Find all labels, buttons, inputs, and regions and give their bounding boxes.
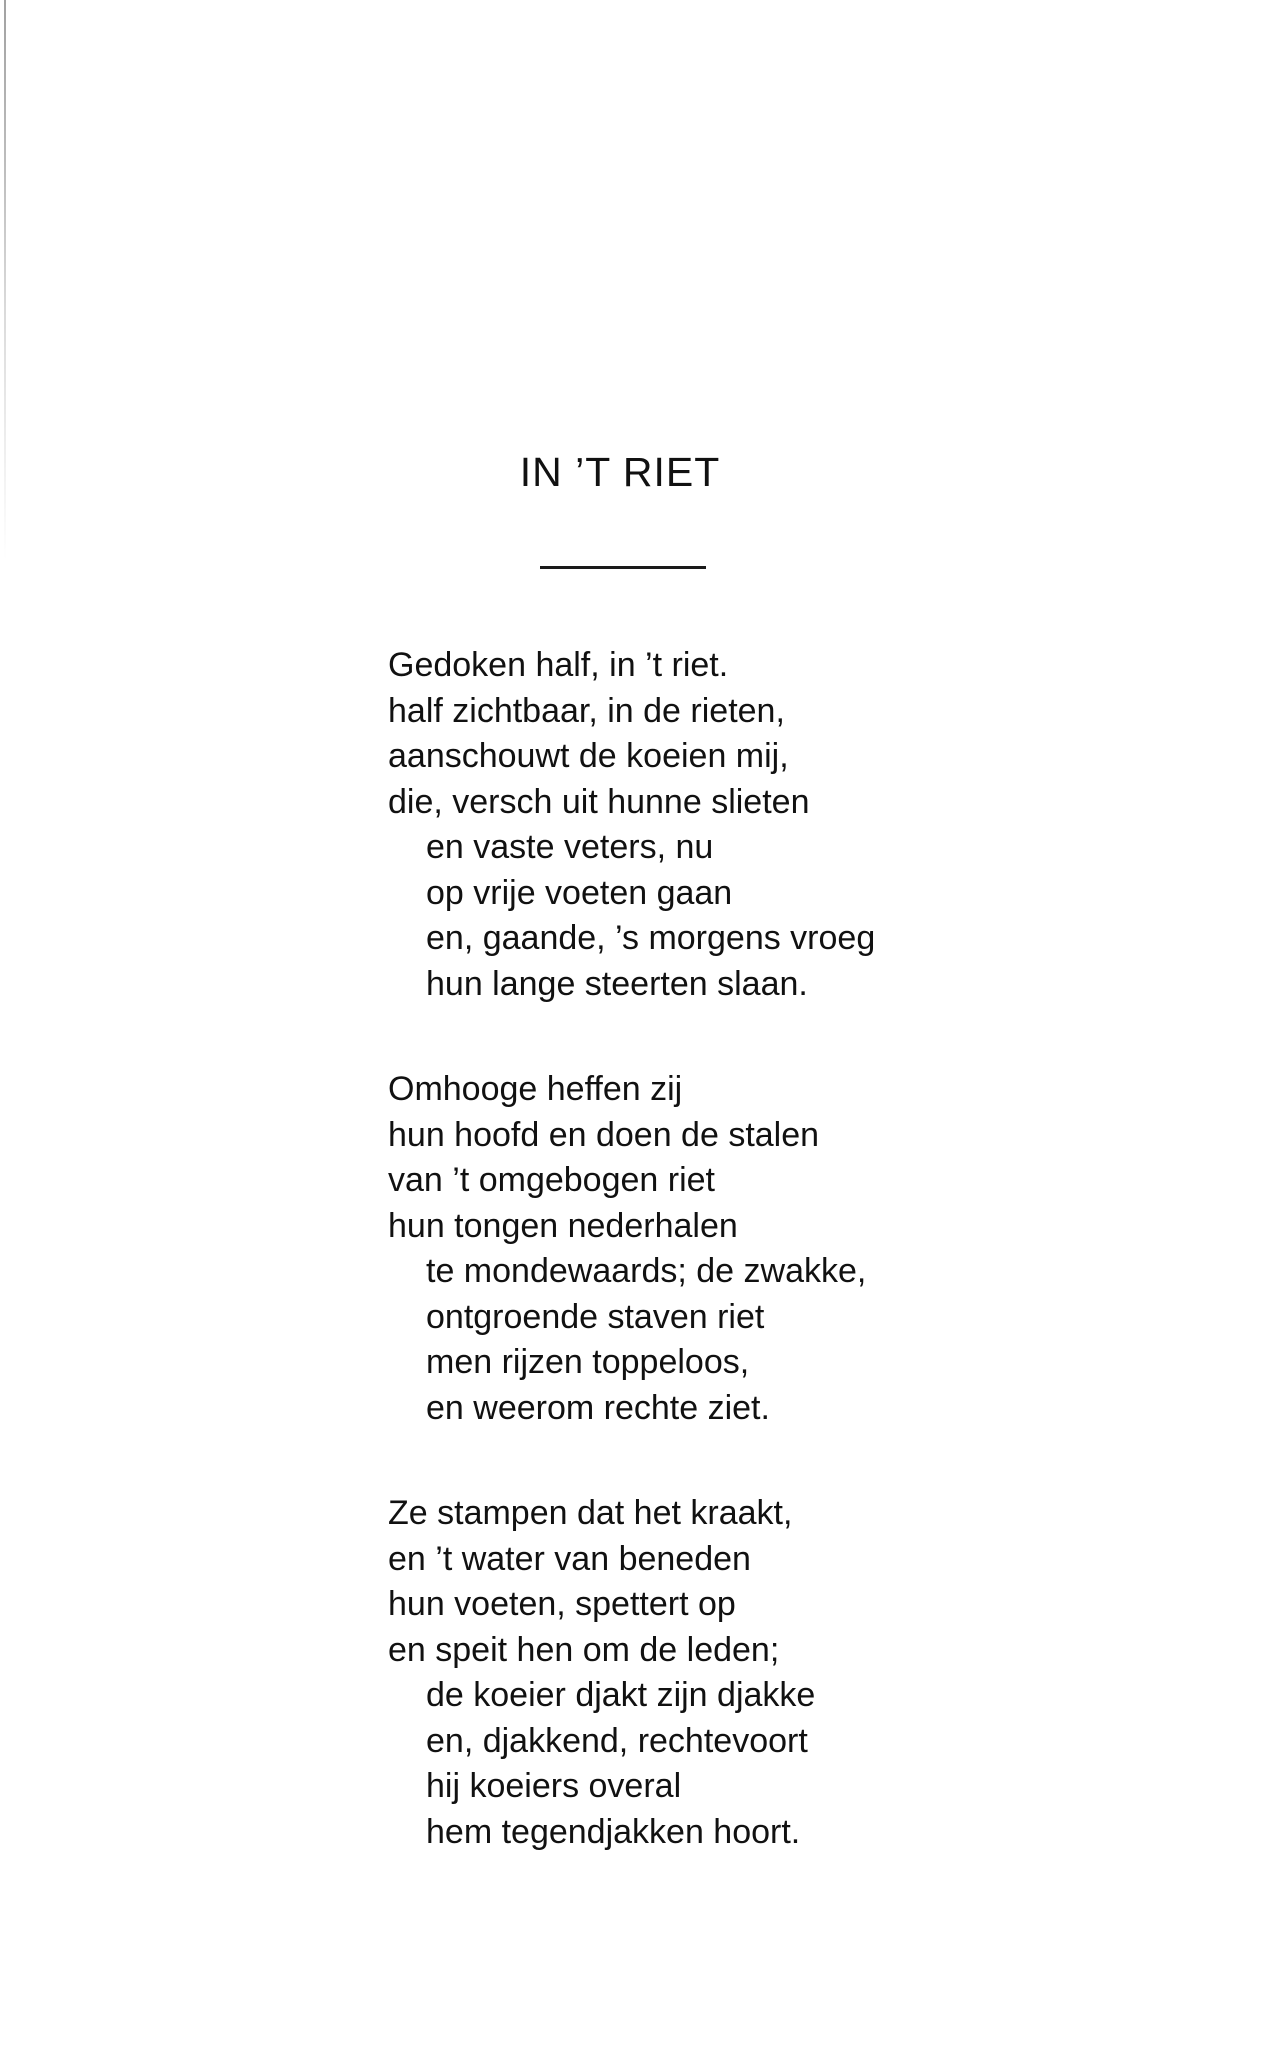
poem-line: van ’t omgebogen riet [388, 1161, 715, 1199]
poem-title: IN ’T RIET [519, 449, 721, 495]
stanza-2 [388, 1067, 948, 1431]
poem-line: hun tongen nederhalen [388, 1206, 738, 1245]
poem-line: te mondewaards; de zwakke, [426, 1252, 867, 1290]
poem-line: aanschouwt de koeien mij, [388, 737, 789, 775]
poem-line: men rijzen toppeloos, [426, 1343, 750, 1381]
poem-line: hun voeten, spettert op [388, 1585, 736, 1623]
poem-line: hun lange steerten slaan. [426, 964, 808, 1003]
poem-line: en speit hen om de leden; [388, 1630, 780, 1669]
title-divider [540, 566, 706, 569]
poem-line: Gedoken half, in ’t riet. [388, 646, 729, 684]
poem-line: half zichtbaar, in de rieten, [388, 691, 785, 730]
poem-line: en, djakkend, rechtevoort [426, 1721, 808, 1760]
poem-line: en, gaande, ’s morgens vroeg [426, 919, 876, 957]
poem-line: en ’t water van beneden [388, 1539, 751, 1578]
poem-line: hij koeiers overal [426, 1767, 682, 1805]
poem-line: die, versch uit hunne slieten [388, 782, 810, 821]
poem-line: en weerom rechte ziet. [426, 1388, 770, 1427]
poem-line: de koeier djakt zijn djakke [426, 1676, 816, 1714]
poem-line: ontgroende staven riet [426, 1297, 765, 1336]
poem-line: Omhooge heffen zij [388, 1070, 683, 1108]
poem-line: op vrije voeten gaan [426, 873, 733, 912]
poem-body [388, 643, 948, 1915]
poem-line: hem tegendjakken hoort. [426, 1812, 801, 1851]
stanza-3 [388, 1491, 948, 1855]
poem-line: Ze stampen dat het kraakt, [388, 1494, 793, 1532]
poem-line: en vaste veters, nu [426, 828, 714, 866]
poem-line: hun hoofd en doen de stalen [388, 1115, 820, 1154]
stanza-1 [388, 643, 948, 1007]
